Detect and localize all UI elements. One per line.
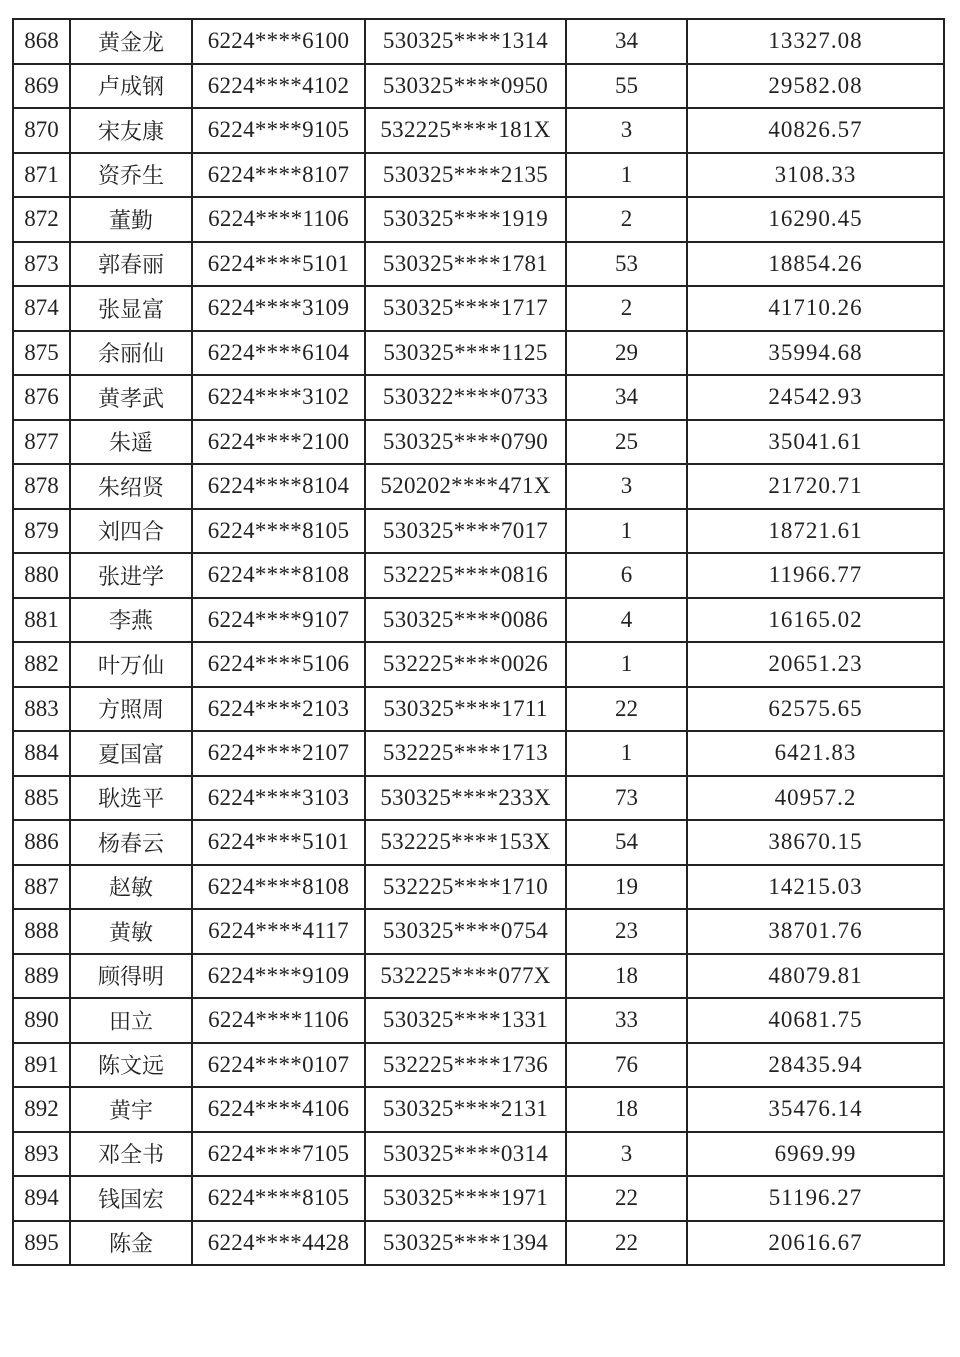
id-number-cell: 532225****181X [365,108,566,153]
id-number-cell: 530325****1781 [365,242,566,287]
amount-cell: 16165.02 [687,598,944,643]
row-number-cell: 879 [13,509,70,554]
id-number-cell: 530325****0790 [365,420,566,465]
amount-cell: 28435.94 [687,1043,944,1088]
count-cell: 6 [566,553,687,598]
bank-account-cell: 6224****5101 [192,242,365,287]
row-number-cell: 893 [13,1132,70,1177]
count-cell: 2 [566,286,687,331]
name-cell: 夏国富 [70,731,192,776]
count-cell: 54 [566,820,687,865]
bank-account-cell: 6224****4106 [192,1087,365,1132]
name-cell: 朱绍贤 [70,464,192,509]
count-cell: 76 [566,1043,687,1088]
count-cell: 3 [566,1132,687,1177]
row-number-cell: 874 [13,286,70,331]
name-cell: 宋友康 [70,108,192,153]
row-number-cell: 894 [13,1176,70,1221]
id-number-cell: 532225****153X [365,820,566,865]
bank-account-cell: 6224****4117 [192,909,365,954]
id-number-cell: 530325****7017 [365,509,566,554]
bank-account-cell: 6224****8105 [192,1176,365,1221]
amount-cell: 13327.08 [687,19,944,64]
row-number-cell: 869 [13,64,70,109]
row-number-cell: 882 [13,642,70,687]
amount-cell: 14215.03 [687,865,944,910]
bank-account-cell: 6224****5106 [192,642,365,687]
count-cell: 33 [566,998,687,1043]
amount-cell: 20651.23 [687,642,944,687]
table-row [13,108,944,153]
bank-account-cell: 6224****9109 [192,954,365,999]
name-cell: 赵敏 [70,865,192,910]
count-cell: 25 [566,420,687,465]
row-number-cell: 872 [13,197,70,242]
id-number-cell: 520202****471X [365,464,566,509]
row-number-cell: 873 [13,242,70,287]
count-cell: 18 [566,954,687,999]
amount-cell: 16290.45 [687,197,944,242]
name-cell: 郭春丽 [70,242,192,287]
amount-cell: 35476.14 [687,1087,944,1132]
amount-cell: 41710.26 [687,286,944,331]
id-number-cell: 530325****1971 [365,1176,566,1221]
table-row [13,286,944,331]
id-number-cell: 532225****077X [365,954,566,999]
bank-account-cell: 6224****3103 [192,776,365,821]
amount-cell: 38670.15 [687,820,944,865]
table-row [13,820,944,865]
table-row [13,153,944,198]
table-row [13,1132,944,1177]
amount-cell: 11966.77 [687,553,944,598]
table-row [13,197,944,242]
bank-account-cell: 6224****8108 [192,553,365,598]
table-row [13,954,944,999]
row-number-cell: 891 [13,1043,70,1088]
bank-account-cell: 6224****2100 [192,420,365,465]
table-row [13,731,944,776]
table-row [13,375,944,420]
count-cell: 55 [566,64,687,109]
count-cell: 19 [566,865,687,910]
id-number-cell: 532225****0816 [365,553,566,598]
table-row [13,998,944,1043]
row-number-cell: 870 [13,108,70,153]
table-row [13,865,944,910]
id-number-cell: 530325****1125 [365,331,566,376]
row-number-cell: 878 [13,464,70,509]
row-number-cell: 895 [13,1221,70,1266]
count-cell: 1 [566,509,687,554]
row-number-cell: 890 [13,998,70,1043]
row-number-cell: 881 [13,598,70,643]
count-cell: 53 [566,242,687,287]
id-number-cell: 530325****0086 [365,598,566,643]
bank-account-cell: 6224****2107 [192,731,365,776]
id-number-cell: 530325****233X [365,776,566,821]
name-cell: 卢成钢 [70,64,192,109]
table-row [13,776,944,821]
row-number-cell: 871 [13,153,70,198]
row-number-cell: 887 [13,865,70,910]
name-cell: 耿选平 [70,776,192,821]
count-cell: 18 [566,1087,687,1132]
table-row [13,242,944,287]
name-cell: 黄金龙 [70,19,192,64]
name-cell: 杨春云 [70,820,192,865]
table-row [13,909,944,954]
id-number-cell: 530325****0950 [365,64,566,109]
id-number-cell: 530325****0314 [365,1132,566,1177]
bank-account-cell: 6224****9107 [192,598,365,643]
id-number-cell: 530325****2135 [365,153,566,198]
id-number-cell: 530325****0754 [365,909,566,954]
name-cell: 资乔生 [70,153,192,198]
row-number-cell: 880 [13,553,70,598]
table-row [13,553,944,598]
id-number-cell: 532225****1713 [365,731,566,776]
amount-cell: 6421.83 [687,731,944,776]
bank-account-cell: 6224****4428 [192,1221,365,1266]
table-row [13,1043,944,1088]
table-row [13,642,944,687]
name-cell: 钱国宏 [70,1176,192,1221]
bank-account-cell: 6224****3102 [192,375,365,420]
count-cell: 3 [566,108,687,153]
amount-cell: 40826.57 [687,108,944,153]
amount-cell: 40681.75 [687,998,944,1043]
bank-account-cell: 6224****9105 [192,108,365,153]
table-row [13,420,944,465]
row-number-cell: 875 [13,331,70,376]
amount-cell: 40957.2 [687,776,944,821]
name-cell: 陈金 [70,1221,192,1266]
amount-cell: 38701.76 [687,909,944,954]
name-cell: 李燕 [70,598,192,643]
name-cell: 黄孝武 [70,375,192,420]
row-number-cell: 876 [13,375,70,420]
table-row [13,598,944,643]
amount-cell: 35994.68 [687,331,944,376]
id-number-cell: 530325****1717 [365,286,566,331]
count-cell: 22 [566,1176,687,1221]
amount-cell: 6969.99 [687,1132,944,1177]
count-cell: 22 [566,1221,687,1266]
count-cell: 22 [566,687,687,732]
table-body [13,19,944,1265]
table-row [13,1221,944,1266]
row-number-cell: 883 [13,687,70,732]
count-cell: 4 [566,598,687,643]
payment-table [12,18,945,1266]
table-row [13,464,944,509]
row-number-cell: 888 [13,909,70,954]
name-cell: 方照周 [70,687,192,732]
name-cell: 张显富 [70,286,192,331]
bank-account-cell: 6224****6104 [192,331,365,376]
amount-cell: 48079.81 [687,954,944,999]
row-number-cell: 892 [13,1087,70,1132]
amount-cell: 24542.93 [687,375,944,420]
count-cell: 29 [566,331,687,376]
id-number-cell: 532225****1736 [365,1043,566,1088]
row-number-cell: 884 [13,731,70,776]
id-number-cell: 530325****1394 [365,1221,566,1266]
bank-account-cell: 6224****2103 [192,687,365,732]
name-cell: 余丽仙 [70,331,192,376]
id-number-cell: 532225****0026 [365,642,566,687]
row-number-cell: 886 [13,820,70,865]
amount-cell: 21720.71 [687,464,944,509]
table-row [13,687,944,732]
bank-account-cell: 6224****3109 [192,286,365,331]
name-cell: 董勤 [70,197,192,242]
amount-cell: 20616.67 [687,1221,944,1266]
count-cell: 34 [566,375,687,420]
table-row [13,19,944,64]
amount-cell: 29582.08 [687,64,944,109]
name-cell: 黄敏 [70,909,192,954]
count-cell: 73 [566,776,687,821]
name-cell: 邓全书 [70,1132,192,1177]
id-number-cell: 532225****1710 [365,865,566,910]
id-number-cell: 530325****2131 [365,1087,566,1132]
count-cell: 2 [566,197,687,242]
bank-account-cell: 6224****6100 [192,19,365,64]
count-cell: 1 [566,731,687,776]
amount-cell: 35041.61 [687,420,944,465]
count-cell: 1 [566,642,687,687]
table-row [13,64,944,109]
id-number-cell: 530325****1314 [365,19,566,64]
id-number-cell: 530322****0733 [365,375,566,420]
count-cell: 3 [566,464,687,509]
amount-cell: 62575.65 [687,687,944,732]
bank-account-cell: 6224****8104 [192,464,365,509]
id-number-cell: 530325****1331 [365,998,566,1043]
bank-account-cell: 6224****4102 [192,64,365,109]
row-number-cell: 889 [13,954,70,999]
bank-account-cell: 6224****8107 [192,153,365,198]
count-cell: 1 [566,153,687,198]
bank-account-cell: 6224****5101 [192,820,365,865]
id-number-cell: 530325****1711 [365,687,566,732]
count-cell: 34 [566,19,687,64]
row-number-cell: 868 [13,19,70,64]
bank-account-cell: 6224****0107 [192,1043,365,1088]
name-cell: 顾得明 [70,954,192,999]
amount-cell: 18721.61 [687,509,944,554]
bank-account-cell: 6224****1106 [192,998,365,1043]
bank-account-cell: 6224****8108 [192,865,365,910]
id-number-cell: 530325****1919 [365,197,566,242]
row-number-cell: 885 [13,776,70,821]
table-row [13,1087,944,1132]
name-cell: 陈文远 [70,1043,192,1088]
name-cell: 叶万仙 [70,642,192,687]
name-cell: 黄宇 [70,1087,192,1132]
bank-account-cell: 6224****8105 [192,509,365,554]
name-cell: 田立 [70,998,192,1043]
bank-account-cell: 6224****7105 [192,1132,365,1177]
row-number-cell: 877 [13,420,70,465]
name-cell: 朱遥 [70,420,192,465]
bank-account-cell: 6224****1106 [192,197,365,242]
table-row [13,509,944,554]
amount-cell: 3108.33 [687,153,944,198]
amount-cell: 18854.26 [687,242,944,287]
table-row [13,1176,944,1221]
amount-cell: 51196.27 [687,1176,944,1221]
name-cell: 刘四合 [70,509,192,554]
name-cell: 张进学 [70,553,192,598]
count-cell: 23 [566,909,687,954]
table-row [13,331,944,376]
